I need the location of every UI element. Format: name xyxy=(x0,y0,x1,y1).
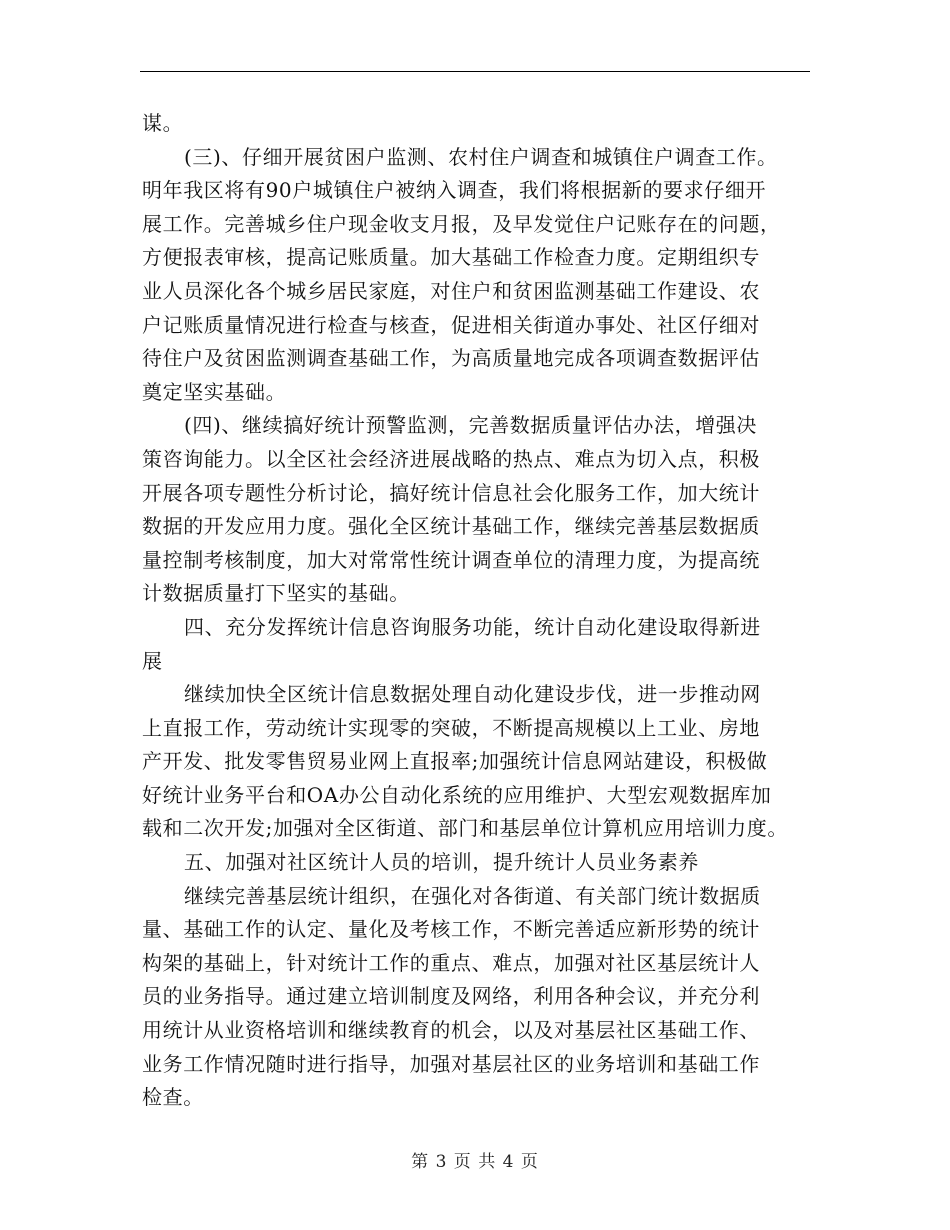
text-line: 业务工作情况随时进行指导，加强对基层社区的业务培训和基础工作 xyxy=(142,1051,760,1076)
text-line: 展工作。完善城乡住户现金收支月报，及早发觉住户记账存在的问题， xyxy=(142,211,781,236)
text-line: 上直报工作，劳动统计实现零的突破，不断提高规模以上工业、房地 xyxy=(142,715,760,740)
text-line: 开展各项专题性分析讨论，搞好统计信息社会化服务工作，加大统计 xyxy=(142,480,760,505)
text-line: (四)、继续搞好统计预警监测，完善数据质量评估办法，增强决 xyxy=(184,413,758,438)
text-line: 量控制考核制度，加大对常常性统计调查单位的清理力度，为提高统 xyxy=(142,547,760,572)
text-line: 待住户及贫困监测调查基础工作，为高质量地完成各项调查数据评估 xyxy=(142,346,760,371)
page-number-footer: 第 3 页 共 4 页 xyxy=(411,1152,539,1172)
text-line: 户记账质量情况进行检查与核查，促进相关街道办事处、社区仔细对 xyxy=(142,312,760,337)
header-rule xyxy=(140,71,810,72)
text-line: 明年我区将有90户城镇住户被纳入调查，我们将根据新的要求仔细开 xyxy=(142,178,767,203)
text-line: 继续加快全区统计信息数据处理自动化建设步伐，进一步推动网 xyxy=(184,682,761,707)
text-line: 继续完善基层统计组织，在强化对各街道、有关部门统计数据质 xyxy=(184,883,761,908)
text-line: 用统计从业资格培训和继续教育的机会，以及对基层社区基础工作、 xyxy=(142,1018,760,1043)
text-line: (三)、仔细开展贫困户监测、农村住户调查和城镇住户调查工作。 xyxy=(184,144,778,169)
text-line: 检查。 xyxy=(142,1085,204,1110)
text-line: 量、基础工作的认定、量化及考核工作，不断完善适应新形势的统计 xyxy=(142,917,760,942)
text-line: 方便报表审核，提高记账质量。加大基础工作检查力度。定期组织专 xyxy=(142,245,760,270)
text-line: 策咨询能力。以全区社会经济进展战略的热点、难点为切入点，积极 xyxy=(142,446,760,471)
section-heading: 五、加强对社区统计人员的培训，提升统计人员业务素养 xyxy=(184,850,699,875)
text-line: 业人员深化各个城乡居民家庭，对住户和贫困监测基础工作建设、农 xyxy=(142,278,760,303)
text-line: 奠定坚实基础。 xyxy=(142,379,287,404)
document-body xyxy=(142,107,814,1115)
text-line: 构架的基础上，针对统计工作的重点、难点，加强对社区基层统计人 xyxy=(142,950,760,975)
text-line: 数据的开发应用力度。强化全区统计基础工作，继续完善基层数据质 xyxy=(142,514,760,539)
text-line: 谋。 xyxy=(142,111,184,135)
section-heading: 四、充分发挥统计信息咨询服务功能，统计自动化建设取得新进 xyxy=(184,614,761,639)
section-heading-cont: 展 xyxy=(142,648,163,673)
text-line: 计数据质量打下坚实的基础。 xyxy=(142,581,410,606)
text-line: 载和二次开发;加强对全区街道、部门和基层单位计算机应用培训力度。 xyxy=(142,816,788,841)
text-line: 产开发、批发零售贸易业网上直报率;加强统计信息网站建设，积极做 xyxy=(142,749,768,774)
text-line: 员的业务指导。通过建立培训制度及网络，利用各种会议，并充分利 xyxy=(142,984,760,1009)
text-line: 好统计业务平台和OA办公自动化系统的应用维护、大型宏观数据库加 xyxy=(142,782,772,807)
